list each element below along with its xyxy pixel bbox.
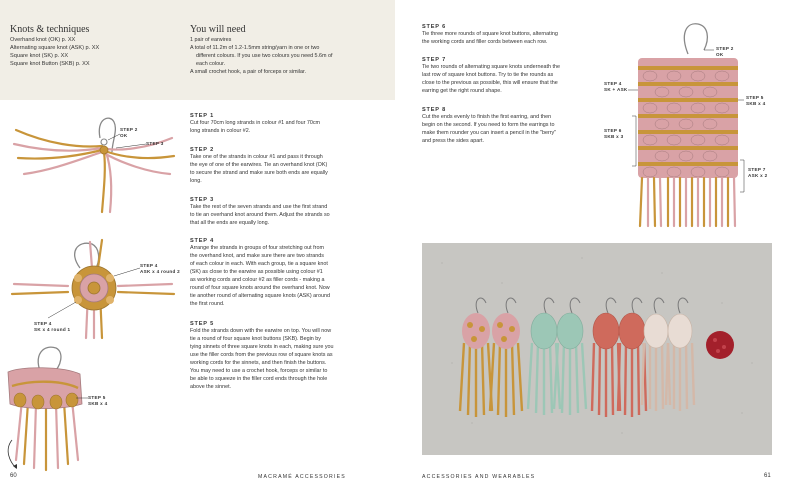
step-line: close to the previous as possible, this will ensure that the bbox=[422, 80, 558, 86]
step-line: (SK) as close to the earwire as possible using colour #1 bbox=[190, 269, 323, 275]
step-line: Take the rest of the seven strands and use the first strand bbox=[190, 204, 328, 210]
step-2 bbox=[190, 147, 390, 185]
step-line: to tie an overhand knot around them. Adjust the strands so bbox=[190, 212, 330, 218]
label-text: STEP 7 bbox=[748, 167, 766, 172]
fig3-label-skb bbox=[88, 395, 107, 407]
step-line: earring get the right round shape. bbox=[422, 88, 502, 94]
step-heading: STEP 1 bbox=[190, 113, 214, 119]
step-heading: STEP 8 bbox=[422, 107, 446, 113]
step-line: working cords for the sinnets, and then finish the buttons. bbox=[190, 360, 327, 366]
step-line: Take one of the strands in colour #1 and pass it through bbox=[190, 154, 323, 160]
step-line: as working cords and colour #2 as filler cords - making a bbox=[190, 277, 325, 283]
label-text: STEP 2 bbox=[120, 127, 138, 132]
page-number-right: 61 bbox=[764, 473, 771, 479]
earwire-icon bbox=[75, 243, 99, 268]
label-text: SK + ASK bbox=[604, 87, 628, 92]
label-text: STEP 5 bbox=[88, 395, 106, 400]
you-need-line: each colour. bbox=[196, 61, 226, 67]
step-line: be able to squeeze in the filler cord ends through the hole bbox=[190, 376, 328, 382]
label-text: SKB x 3 bbox=[604, 134, 624, 139]
label-text: STEP 5 bbox=[746, 95, 764, 100]
you-need-title: You will need bbox=[190, 24, 246, 35]
you-need-line: 1 pair of earwires bbox=[190, 37, 232, 43]
you-need-line: different colours. If you use two colours you need 5.6m of bbox=[196, 53, 333, 59]
label-text: STEP 4 bbox=[34, 321, 52, 326]
step-line: to secure the strand and make sure both ends are equally bbox=[190, 170, 328, 176]
you-will-need bbox=[190, 24, 390, 76]
fig2-label-sk bbox=[34, 321, 70, 333]
page-number-left: 60 bbox=[10, 473, 17, 479]
step-line: the overhand knot, and make sure there are two strands bbox=[190, 253, 324, 259]
knots-list bbox=[10, 36, 180, 68]
knot-item: Alternating square knot (ASK) p. XX bbox=[10, 45, 100, 51]
step-line: the eye of one of the earwires. Tie an overhand knot (OK) bbox=[190, 162, 328, 168]
step-line: You may need to use a crochet hook, forceps or similar to bbox=[190, 368, 328, 374]
step-heading: STEP 4 bbox=[190, 238, 214, 244]
step-line: Tie two rounds of alternating square knots underneath the bbox=[422, 64, 560, 70]
label-text: SKB x 4 bbox=[746, 101, 766, 106]
label-text: STEP 4 bbox=[140, 263, 158, 268]
step-line: Tie three more rounds of square knot buttons, alternating bbox=[422, 31, 558, 37]
photo-finished-earrings bbox=[422, 243, 772, 455]
step-line: Arrange the strands in groups of four stretching out from bbox=[190, 245, 324, 251]
knot-round bbox=[72, 266, 116, 310]
step-line: the working cords and filler cords between each row. bbox=[422, 39, 548, 45]
step-line: round of four square knots around the overhand knot. Now bbox=[190, 285, 330, 291]
label-text: ASK x 2 bbox=[748, 173, 768, 178]
step-4 bbox=[190, 238, 395, 308]
step-line: use the filler cords from the previous row of square knots as bbox=[190, 352, 333, 358]
step-line: begin on the second. If you need to form the earrings to bbox=[422, 122, 555, 128]
label-text: STEP 4 bbox=[604, 81, 622, 86]
knot-item: Square knot Button (SKB) p. XX bbox=[10, 61, 90, 67]
label-text: SK x 4 round 1 bbox=[34, 327, 71, 332]
label-text: OK bbox=[716, 52, 724, 57]
label-text: OK bbox=[120, 133, 128, 138]
step-1 bbox=[190, 113, 390, 135]
earwire-icon bbox=[684, 24, 707, 54]
label-step6-skb bbox=[604, 128, 623, 140]
fig1-label-step3 bbox=[146, 141, 164, 147]
label-text: STEP 6 bbox=[604, 128, 622, 133]
knot-item: Overhand knot (OK) p. XX bbox=[10, 37, 76, 43]
step-line: Cut the ends evenly to finish the first earring, and then bbox=[422, 114, 552, 120]
step-line: that all the ends are equally long. bbox=[190, 220, 270, 226]
step-line: make them rounder you can insert a pencil in the "berry" bbox=[422, 130, 557, 136]
step-heading: STEP 2 bbox=[190, 147, 214, 153]
step-line: long strands in colour #2. bbox=[190, 128, 251, 134]
knot-grid bbox=[638, 58, 738, 178]
label-text: STEP 2 bbox=[716, 46, 734, 51]
overhand-knot bbox=[100, 146, 108, 154]
label-text: SKB x 4 bbox=[88, 401, 108, 406]
step-line: the first round. bbox=[190, 301, 225, 307]
illustration-step5 bbox=[2, 340, 122, 475]
step-line: long. bbox=[190, 178, 202, 184]
step-line: and press the sides apart. bbox=[422, 138, 485, 144]
step-3 bbox=[190, 197, 390, 227]
red-berry bbox=[706, 331, 734, 359]
step-line: last row of square knot buttons. Try to tie the rounds as bbox=[422, 72, 554, 78]
fig1-label-step2 bbox=[120, 127, 138, 139]
fig2-label-ask bbox=[140, 263, 180, 275]
step-line: tie a round of four square knot buttons (SKB). Begin by bbox=[190, 336, 321, 342]
step-heading: STEP 3 bbox=[190, 197, 214, 203]
step-6 bbox=[422, 24, 612, 46]
step-line: of each colour in each. With each group, tie a square knot bbox=[190, 261, 328, 267]
step-line: Fold the strands down with the earwire on top. You will now bbox=[190, 328, 332, 334]
label-text: STEP 3 bbox=[146, 141, 164, 146]
label-step2-ok bbox=[716, 46, 734, 58]
step-8 bbox=[422, 107, 612, 145]
you-need-line: A total of 11.2m of 1.2-1.5mm string/yarn in one or two bbox=[190, 45, 320, 51]
label-text: ASK x 4 round 2 bbox=[140, 269, 180, 274]
step-heading: STEP 7 bbox=[422, 57, 446, 63]
knot-item: Square knot (SK) p. XX bbox=[10, 53, 69, 59]
step-line: above the sinnet. bbox=[190, 384, 232, 390]
knots-techniques bbox=[10, 24, 180, 68]
you-need-line: A small crochet hook, a pair of forceps or similar. bbox=[190, 69, 306, 75]
footer-right: ACCESSORIES AND WEARABLES bbox=[422, 474, 536, 480]
step-heading: STEP 5 bbox=[190, 321, 214, 327]
step-line: tie another round of alternating square knots (ASK) around bbox=[190, 293, 330, 299]
step-heading: STEP 6 bbox=[422, 24, 446, 30]
fringe bbox=[640, 178, 735, 226]
label-step7-ask bbox=[748, 167, 767, 179]
step-line: Cut four 70cm long strands in colour #1 and four 70cm bbox=[190, 120, 321, 126]
label-step4-sk-ask bbox=[604, 81, 628, 93]
footer-left: MACRAMÉ ACCESSORIES bbox=[258, 474, 346, 480]
step-5 bbox=[190, 321, 395, 391]
step-line: tying sinnets of three square knots in each, making sure you bbox=[190, 344, 334, 350]
illustration-step2-3 bbox=[8, 108, 178, 218]
step-7 bbox=[422, 57, 612, 95]
knots-title: Knots & techniques bbox=[10, 24, 90, 35]
label-step5-skb bbox=[746, 95, 765, 107]
